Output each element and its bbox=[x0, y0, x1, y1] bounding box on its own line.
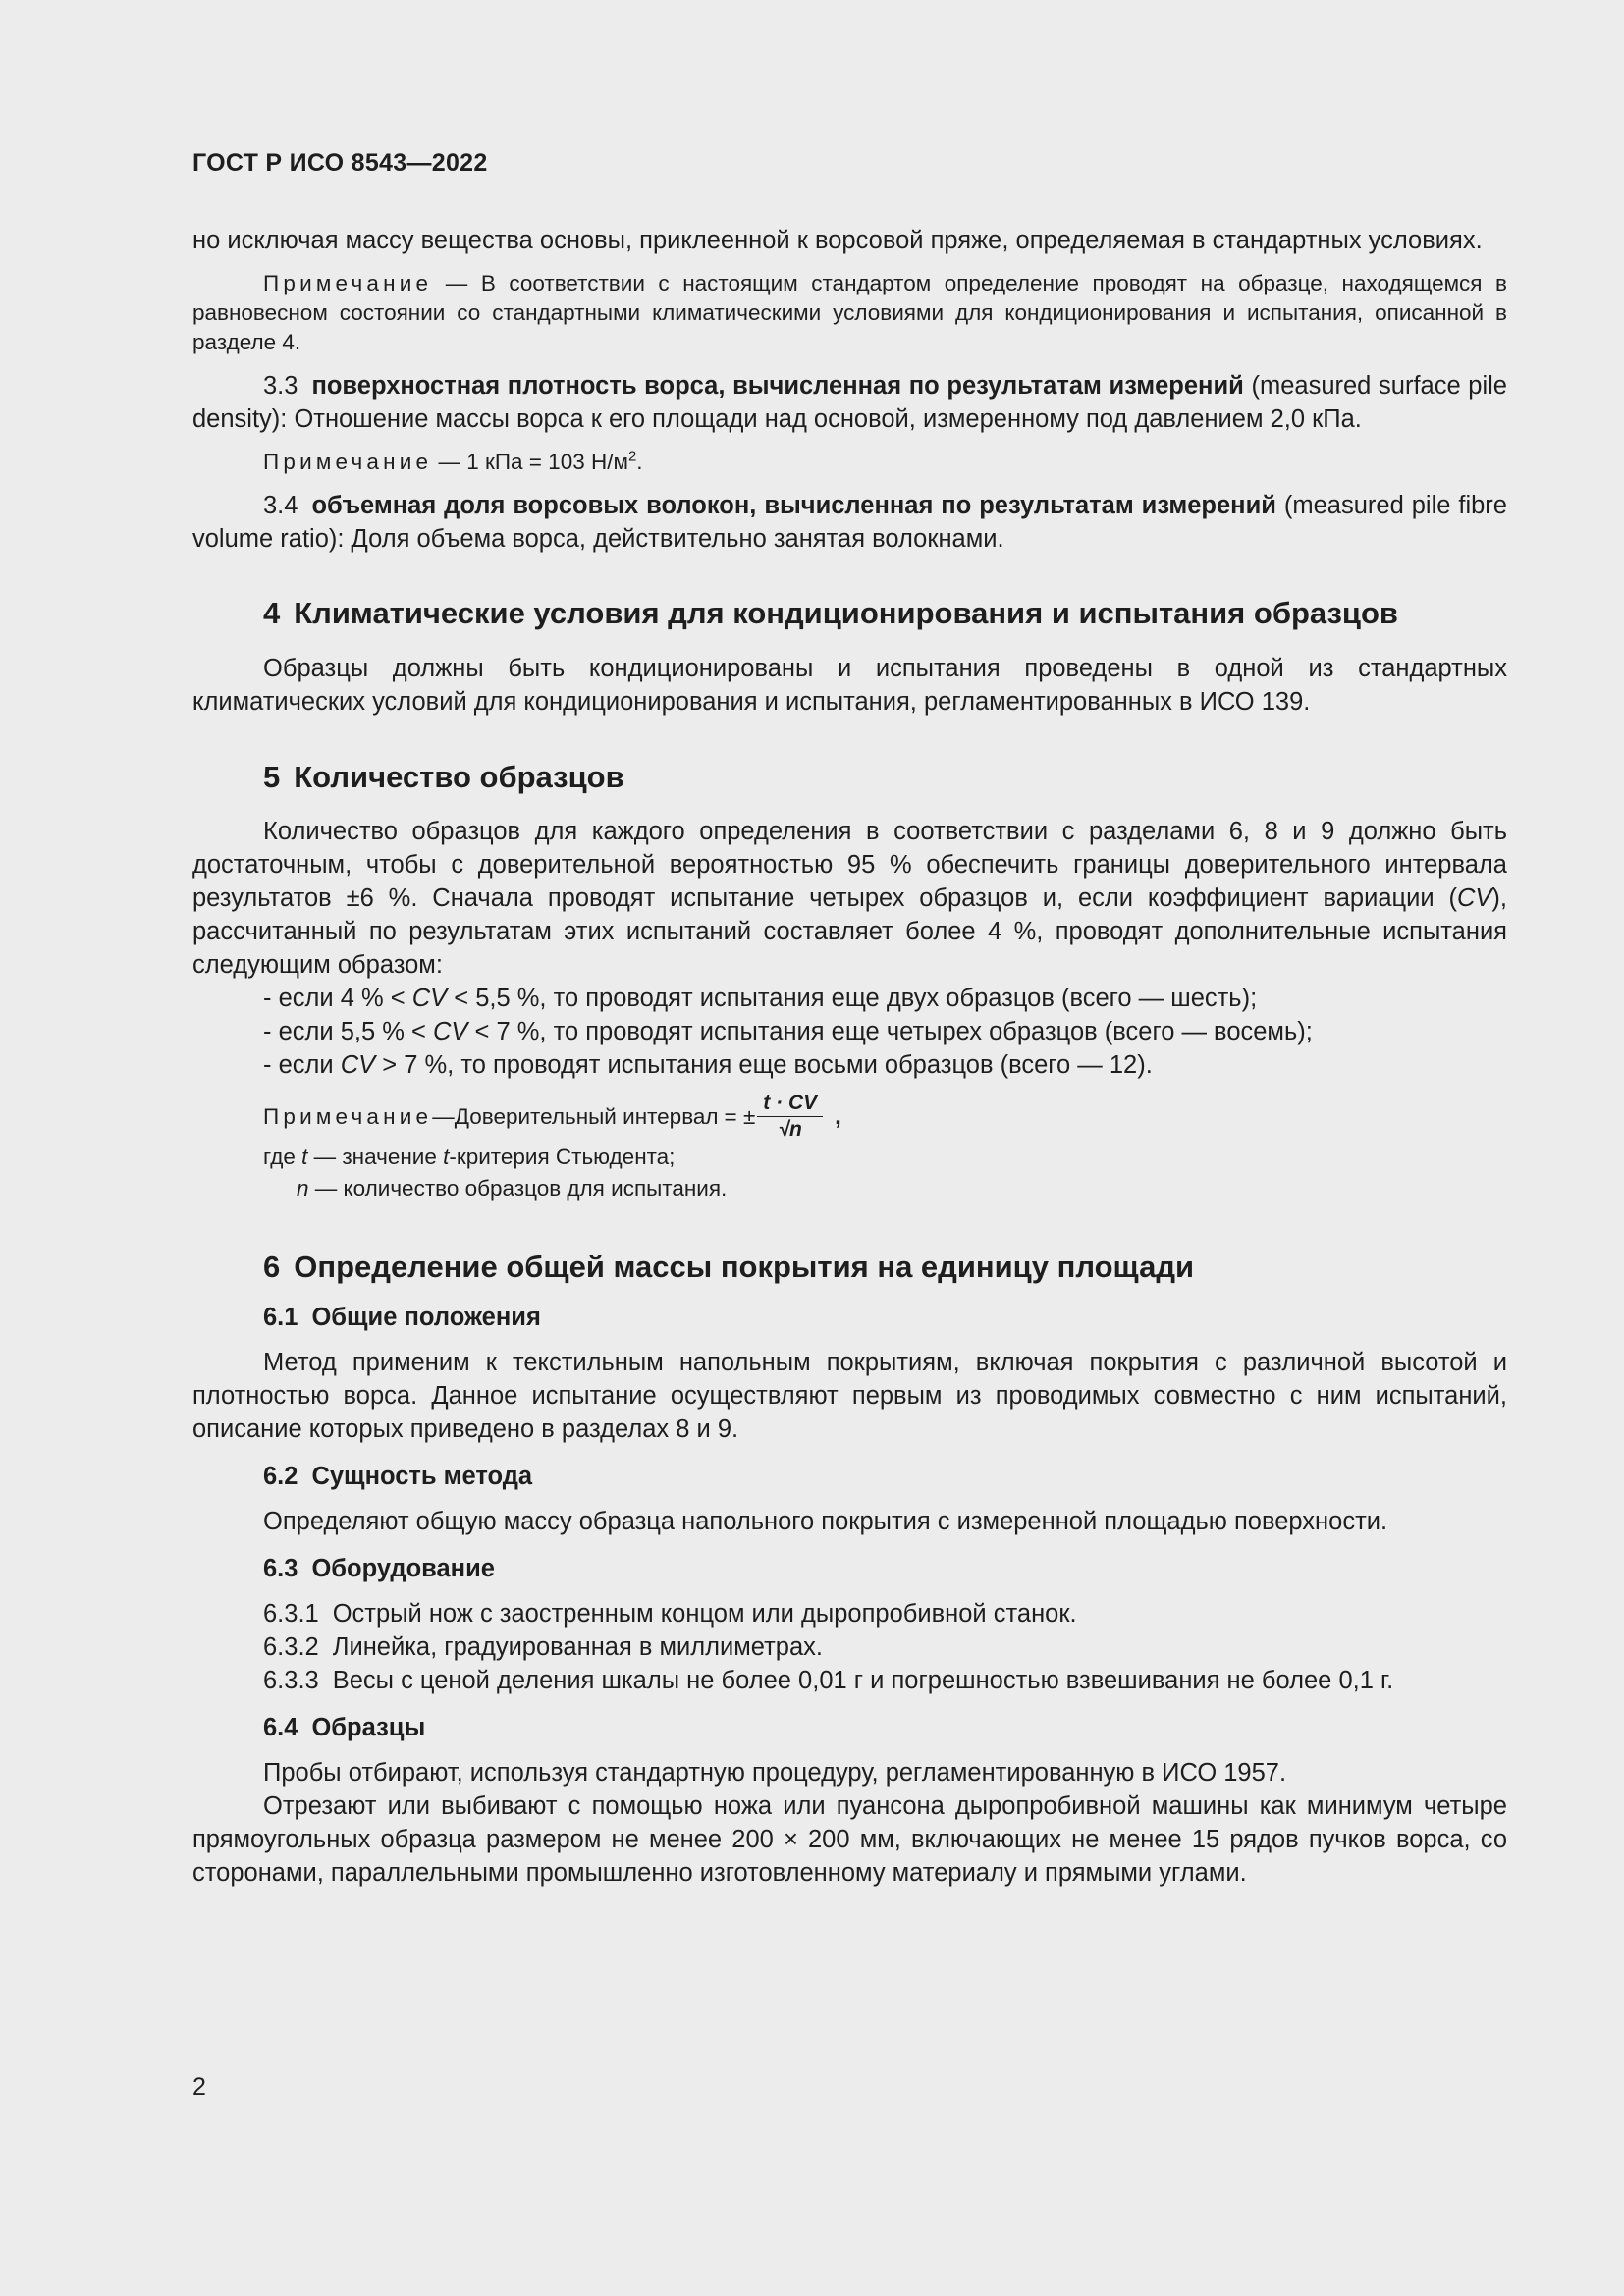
term-3-3: 3.3 поверхностная плотность ворса, вычисленная по результатам измерений (measured surface pile density): Отношение массы ворса к его площади над основой, измеренному под давлением 2,0 кПа. bbox=[192, 372, 1507, 433]
note-formula: Примечание — Доверительный интервал = ± $\frac{t \cdot CV}{√n}$ , bbox=[263, 1092, 841, 1141]
note-2: Примечание — 1 кПа = 103 $Н/м^2$. bbox=[263, 448, 643, 474]
subsection-6-2-text: Определяют общую массу образца напольного покрытия с измеренной площадью поверхности. bbox=[263, 1508, 1388, 1535]
formula-equals: = ± bbox=[724, 1103, 756, 1129]
formula-legend-t: где t — значение t-критерия Стьюдента; bbox=[263, 1145, 676, 1169]
equipment-item-6-3-1: 6.3.1 Острый нож с заостренным концом или дыропробивной станок. bbox=[263, 1600, 1077, 1628]
equipment-item-6-3-3: 6.3.3 Весы с ценой деления шкалы не более 0,01 г и погрешностью взвешивания не более 0,1 г. bbox=[263, 1667, 1394, 1694]
section-4-text: Образцы должны быть кондиционированы и испытания проведены в одной из стандартных климатических условий для кондиционирования и испытания, регламентированных в ИСО 139. bbox=[192, 655, 1507, 716]
list-item: - если 4 % < CV < 5,5 %, то проводят испытания еще двух образцов (всего — шесть); bbox=[263, 985, 1258, 1012]
term-3-4-title: объемная доля ворсовых волокон, вычисленная по результатам измерений bbox=[311, 492, 1276, 519]
paragraph-continuation: но исключая массу вещества основы, приклеенной к ворсовой пряже, определяемая в стандартных условиях. bbox=[192, 227, 1483, 254]
equipment-item-6-3-2: 6.3.2 Линейка, градуированная в миллиметрах. bbox=[263, 1633, 824, 1661]
term-3-4: 3.4 объемная доля ворсовых волокон, вычисленная по результатам измерений (measured pile fibre volume ratio): Доля объема ворса, действительно занятая волокнами. bbox=[192, 492, 1507, 553]
list-item: - если 5,5 % < CV < 7 %, то проводят испытания еще четырех образцов (всего — восемь); bbox=[263, 1018, 1313, 1045]
subsection-6-2-heading: 6.2 Сущность метода bbox=[263, 1463, 533, 1490]
formula-denominator: √n bbox=[778, 1118, 802, 1141]
section-5-text: Количество образцов для каждого определения в соответствии с разделами 6, 8 и 9 должно быть достаточным, чтобы с доверительной вероятностью 95 % обеспечить границы доверительного интервала результатов ±6 %. Сначала проводят испытание четырех образцов и, если коэффициент вариации (CV), рассчитанный по результатам этих испытаний составляет более 4 %, проводят дополнительные испытания следующим образом: bbox=[192, 818, 1507, 979]
section-5-heading: 5 Количество образцов bbox=[263, 760, 624, 794]
confidence-interval-formula bbox=[757, 1092, 823, 1142]
subsection-6-1-heading: 6.1 Общие положения bbox=[263, 1304, 541, 1331]
term-3-3-title: поверхностная плотность ворса, вычисленная по результатам измерений bbox=[311, 372, 1244, 400]
subsection-6-4-text-2: Отрезают или выбивают с помощью ножа или пуансона дыропробивной машины как минимум четыре прямоугольных образца размером не менее 200 × 200 мм, включающих не менее 15 рядов пучков ворса, со сторонами, параллельными промышленно изготовленному материалу и прямыми углами. bbox=[192, 1792, 1507, 1887]
document-header: ГОСТ Р ИСО 8543—2022 bbox=[192, 149, 488, 177]
list-item: - если CV > 7 %, то проводят испытания еще восьми образцов (всего — 12). bbox=[263, 1051, 1153, 1079]
formula-legend-n: n — количество образцов для испытания. bbox=[297, 1176, 728, 1201]
document-body bbox=[192, 224, 1507, 1890]
subsection-6-4-text-1: Пробы отбирают, используя стандартную процедуру, регламентированную в ИСО 1957. bbox=[263, 1759, 1287, 1787]
subsection-6-4-heading: 6.4 Образцы bbox=[263, 1714, 426, 1741]
note-1: Примечание — В соответствии с настоящим стандартом определение проводят на образце, находящемся в равновесном состоянии со стандартными климатическими условиями для кондиционирования и испытания, описанной в разделе 4. bbox=[192, 271, 1507, 354]
subsection-6-3-heading: 6.3 Оборудование bbox=[263, 1555, 495, 1582]
section-6-heading: 6 Определение общей массы покрытия на единицу площади bbox=[263, 1250, 1195, 1284]
page-number: 2 bbox=[192, 2073, 206, 2101]
subsection-6-1-text: Метод применим к текстильным напольным покрытиям, включая покрытия с различной высотой и плотностью ворса. Данное испытание осуществляют первым из проводимых совместно с ним испытаний, описание которых приведено в разделах 8 и 9. bbox=[192, 1349, 1507, 1443]
note-label: Примечание bbox=[263, 271, 433, 295]
formula-numerator: t · CV bbox=[757, 1092, 823, 1117]
section-4-heading: 4 Климатические условия для кондиционирования и испытания образцов bbox=[263, 596, 1398, 630]
